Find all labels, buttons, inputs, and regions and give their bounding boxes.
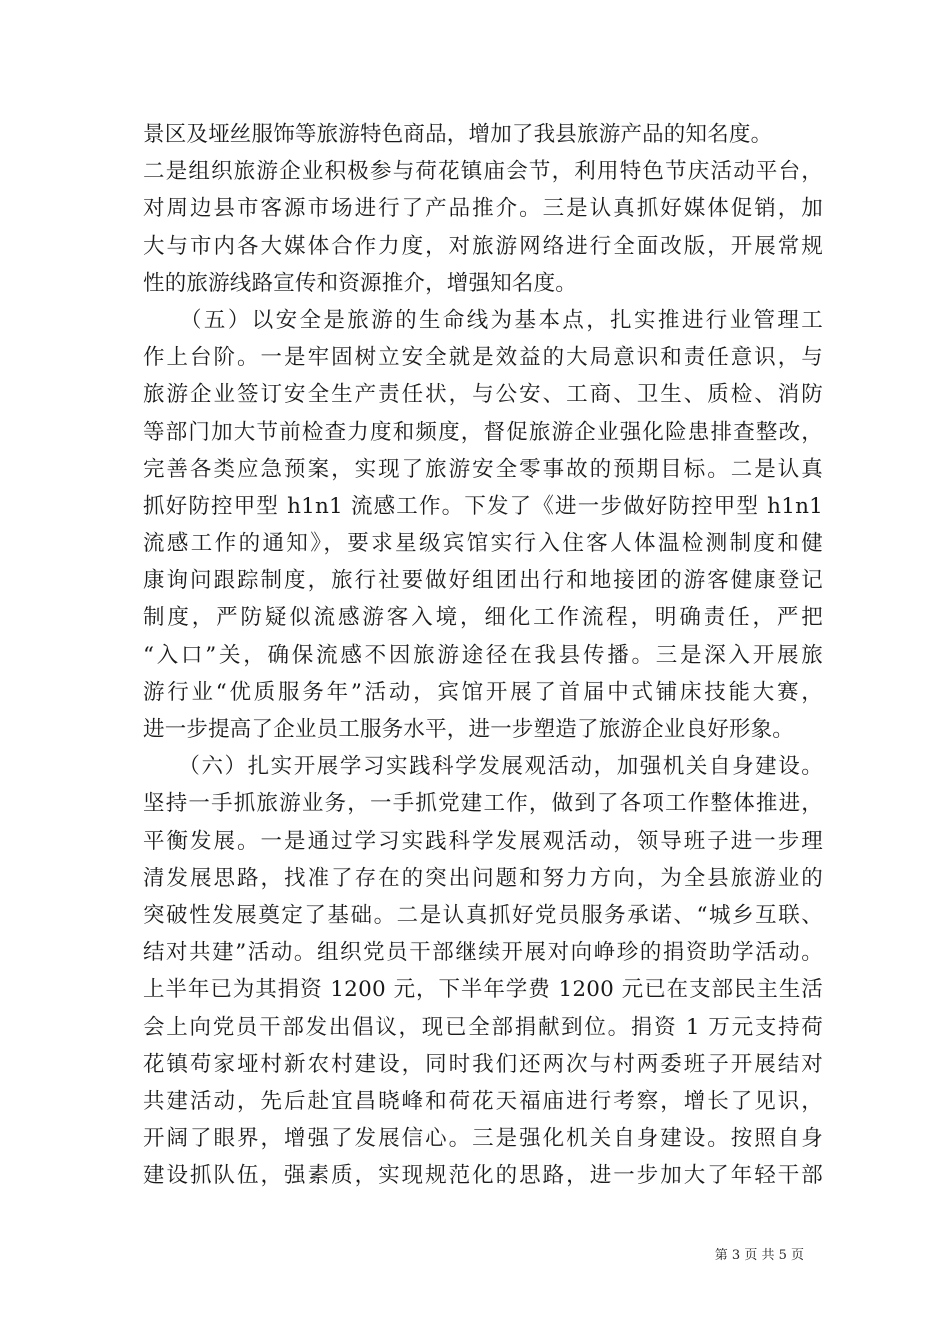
text-line: 大与市内各大媒体合作力度，对旅游网络进行全面改版，开展常规 xyxy=(143,233,823,259)
text-line: 平衡发展。一是通过学习实践科学发展观活动，领导班子进一步理 xyxy=(143,828,823,854)
text-line: 上半年已为其捐资 1200 元，下半年学费 1200 元已在支部民主生活 xyxy=(143,977,823,1003)
text-line: 景区及垭丝服饰等旅游特色商品，增加了我县旅游产品的知名度。 xyxy=(143,122,773,147)
text-line: “入口”关，确保流感不因旅游途径在我县传播。三是深入开展旅 xyxy=(143,642,823,668)
text-line: 共建活动，先后赴宜昌晓峰和荷花天福庙进行考察，增长了见识， xyxy=(143,1088,823,1114)
text-line: 清发展思路，找准了存在的突出问题和努力方向，为全县旅游业的 xyxy=(143,865,823,891)
text-line: 结对共建”活动。组织党员干部继续开展对向峥珍的捐资助学活动。 xyxy=(143,940,823,966)
text-line: 旅游企业签订安全生产责任状，与公安、工商、卫生、质检、消防 xyxy=(143,382,823,408)
text-line: 开阔了眼界，增强了发展信心。三是强化机关自身建设。按照自身 xyxy=(143,1126,823,1152)
text-line: 完善各类应急预案，实现了旅游安全零事故的预期目标。二是认真 xyxy=(143,456,823,482)
text-line: 对周边县市客源市场进行了产品推介。三是认真抓好媒体促销，加 xyxy=(143,196,823,222)
text-line: 坚持一手抓旅游业务，一手抓党建工作，做到了各项工作整体推进， xyxy=(143,791,823,817)
text-line: 制度，严防疑似流感游客入境，细化工作流程，明确责任，严把 xyxy=(143,605,823,631)
text-line: 二是组织旅游企业积极参与荷花镇庙会节，利用特色节庆活动平台， xyxy=(143,159,823,185)
text-line: 突破性发展奠定了基础。二是认真抓好党员服务承诺、“城乡互联、 xyxy=(143,902,823,928)
text-line: （五）以安全是旅游的生命线为基本点，扎实推进行业管理工 xyxy=(143,307,823,333)
text-line: 抓好防控甲型 h1n1 流感工作。下发了《进一步做好防控甲型 h1n1 xyxy=(143,493,823,519)
text-line: 进一步提高了企业员工服务水平，进一步塑造了旅游企业良好形象。 xyxy=(143,717,795,742)
text-line: 流感工作的通知》，要求星级宾馆实行入住客人体温检测制度和健 xyxy=(143,531,823,557)
text-line: 游行业“优质服务年”活动，宾馆开展了首届中式铺床技能大赛， xyxy=(143,679,823,705)
text-line: 建设抓队伍，强素质，实现规范化的思路，进一步加大了年轻干部 xyxy=(143,1163,823,1189)
text-line: 花镇苟家垭村新农村建设，同时我们还两次与村两委班子开展结对 xyxy=(143,1051,823,1077)
text-line: 康询问跟踪制度，旅行社要做好组团出行和地接团的游客健康登记 xyxy=(143,568,823,594)
text-line: 会上向党员干部发出倡议，现已全部捐献到位。捐资 1 万元支持荷 xyxy=(143,1014,823,1040)
text-line: 性的旅游线路宣传和资源推介，增强知名度。 xyxy=(143,270,578,296)
text-line: （六）扎实开展学习实践科学发展观活动，加强机关自身建设。 xyxy=(143,754,823,780)
text-line: 等部门加大节前检查力度和频度，督促旅游企业强化险患排查整改， xyxy=(143,419,823,445)
body-text xyxy=(143,116,823,1194)
page-number: 第 3 页 共 5 页 xyxy=(714,1248,804,1263)
text-line: 作上台阶。一是牢固树立安全就是效益的大局意识和责任意识，与 xyxy=(143,345,823,371)
